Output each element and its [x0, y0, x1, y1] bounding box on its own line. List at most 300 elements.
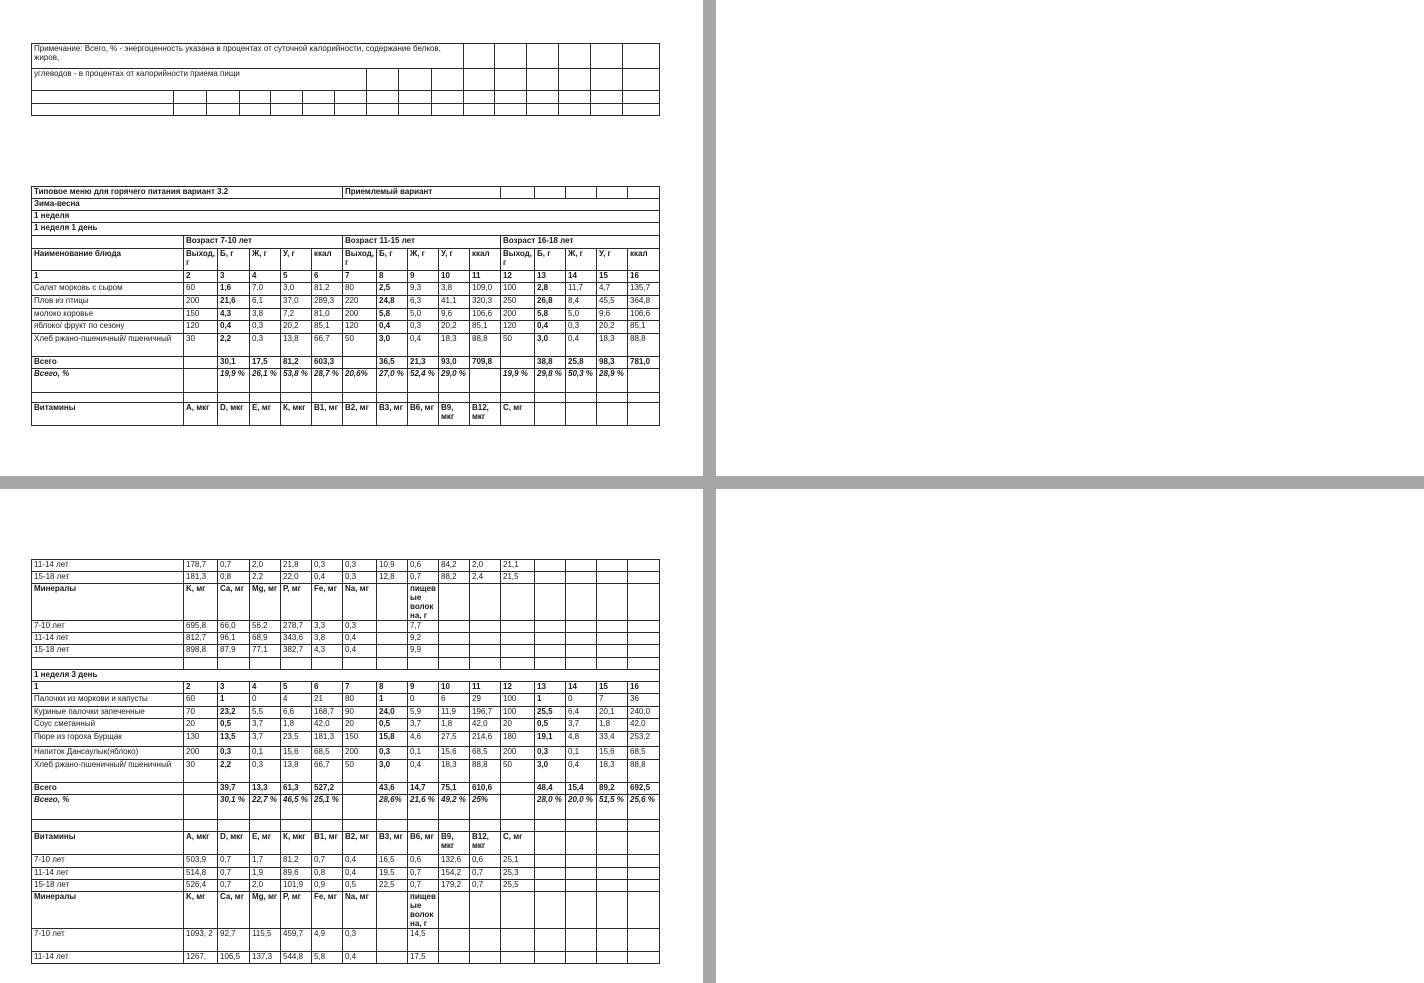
- table-cell: 5: [281, 682, 312, 694]
- table-cell: 0,3: [535, 747, 566, 760]
- table-cell: 37,0: [281, 296, 312, 309]
- table-cell: В2, мг: [343, 403, 377, 426]
- table-row: [32, 334, 660, 357]
- table-row: [32, 855, 660, 868]
- table-cell: 200: [184, 296, 218, 309]
- table-cell: 5,0: [408, 309, 439, 321]
- table-cell: 13: [535, 271, 566, 283]
- table-cell: Витамины: [32, 832, 184, 855]
- table-cell: ккал: [312, 249, 343, 271]
- table-cell: 21,6 %: [408, 795, 439, 820]
- table-cell: 66,7: [312, 760, 343, 783]
- table-cell: K, мг: [184, 892, 218, 929]
- table-cell: 200: [501, 747, 535, 760]
- table-cell: 85,1: [470, 321, 501, 334]
- table-cell: В2, мг: [343, 832, 377, 855]
- table-cell: 50: [501, 760, 535, 783]
- table-cell: 85,1: [628, 321, 660, 334]
- table-cell: В9, мкг: [439, 832, 470, 855]
- table-cell: 544,8: [281, 952, 312, 964]
- table-cell: [535, 855, 566, 868]
- table-cell: 81,2: [281, 357, 312, 369]
- table-cell: [566, 880, 597, 892]
- table-cell: 26,1 %: [250, 369, 281, 393]
- table-cell: 2,2: [218, 334, 250, 357]
- table-cell: [566, 645, 597, 658]
- table-cell: 1,6: [218, 283, 250, 296]
- table-cell: Ж, г: [250, 249, 281, 271]
- table-cell: 20,2: [597, 321, 628, 334]
- table-cell: 15: [597, 682, 628, 694]
- table-cell: 250: [501, 296, 535, 309]
- table-cell: 14: [566, 271, 597, 283]
- table-cell: 0,1: [250, 747, 281, 760]
- table-cell: 0,7: [218, 560, 250, 572]
- table-row: [32, 283, 660, 296]
- table-cell: P, мг: [281, 584, 312, 621]
- table-cell: 18,3: [597, 760, 628, 783]
- table-cell: [535, 572, 566, 584]
- table-cell: 2: [184, 682, 218, 694]
- table-cell: [566, 855, 597, 868]
- table-cell: [439, 929, 470, 952]
- note-line-1: Примечание: Всего, % - энергоценность указана в процентах от суточной калорийности, содержание белков, жиров,: [32, 44, 464, 69]
- table-cell: 1: [218, 694, 250, 707]
- table-row: [32, 572, 660, 584]
- table-cell: [377, 621, 408, 633]
- table-cell: 0,4: [566, 760, 597, 783]
- table-cell: 0,4: [408, 760, 439, 783]
- table-cell: 2,2: [250, 572, 281, 584]
- table-cell: 179,2: [439, 880, 470, 892]
- table-cell: [535, 952, 566, 964]
- table-cell: [470, 584, 501, 621]
- table-cell: 12: [501, 682, 535, 694]
- table-cell: [597, 403, 628, 426]
- table-cell: 25,6 %: [628, 795, 660, 820]
- table-cell: 6: [312, 682, 343, 694]
- table-cell: 28,6%: [377, 795, 408, 820]
- table-cell: [628, 584, 660, 621]
- table-row: [32, 783, 660, 795]
- table-cell: Всего, %: [32, 369, 184, 393]
- day-label: 1 неделя 3 день: [32, 670, 660, 682]
- table-row: [32, 719, 660, 732]
- table-cell: [566, 633, 597, 645]
- table-cell: [566, 892, 597, 929]
- table-cell: 19,9 %: [218, 369, 250, 393]
- table-cell: [439, 621, 470, 633]
- table-cell: 24,8: [377, 296, 408, 309]
- table-cell: 20: [343, 719, 377, 732]
- table-cell: [439, 584, 470, 621]
- table-cell: 106,6: [628, 309, 660, 321]
- table-cell: 15,6: [439, 747, 470, 760]
- day-row: [32, 670, 660, 682]
- table-cell: В9, мкг: [439, 403, 470, 426]
- page-1: [0, 0, 703, 476]
- table-cell: Са, мг: [218, 892, 250, 929]
- table-row: [32, 868, 660, 880]
- table-cell: 30: [184, 334, 218, 357]
- table-cell: 42,0: [628, 719, 660, 732]
- spacer-row: [32, 393, 660, 403]
- table-cell: 6,6: [281, 707, 312, 719]
- table-row: [32, 621, 660, 633]
- table-cell: [566, 584, 597, 621]
- table-cell: 81,0: [312, 309, 343, 321]
- table-cell: 15-18 лет: [32, 572, 184, 584]
- table-cell: Mg, мг: [250, 892, 281, 929]
- table-cell: 0,4: [408, 334, 439, 357]
- table-cell: В1, мг: [312, 403, 343, 426]
- table-cell: [535, 403, 566, 426]
- table-row: [32, 309, 660, 321]
- table-cell: 527,2: [312, 783, 343, 795]
- table-cell: [501, 952, 535, 964]
- table-cell: 9,2: [408, 633, 439, 645]
- table-row: [32, 880, 660, 892]
- table-cell: [597, 880, 628, 892]
- table-cell: [597, 832, 628, 855]
- table-cell: В12, мкг: [470, 832, 501, 855]
- table-cell: К, мкг: [281, 832, 312, 855]
- table-cell: 8: [377, 271, 408, 283]
- table-cell: 0: [566, 694, 597, 707]
- table-cell: 709,8: [470, 357, 501, 369]
- day-row: [32, 223, 660, 236]
- table-cell: 382,7: [281, 645, 312, 658]
- table-cell: 26,8: [535, 296, 566, 309]
- table-cell: 22,5: [377, 880, 408, 892]
- table-cell: [628, 560, 660, 572]
- table-cell: 0,3: [566, 321, 597, 334]
- table-cell: Выход, г: [343, 249, 377, 271]
- table-cell: 30,1 %: [218, 795, 250, 820]
- table-cell: 13: [535, 682, 566, 694]
- table-cell: 33,4: [597, 732, 628, 747]
- table-cell: [628, 369, 660, 393]
- table-cell: В12, мкг: [470, 403, 501, 426]
- table-cell: [377, 952, 408, 964]
- table-cell: 0,3: [250, 760, 281, 783]
- table-cell: 200: [343, 309, 377, 321]
- table-cell: 19,5: [377, 868, 408, 880]
- table-cell: 1,9: [250, 868, 281, 880]
- table-cell: Напиток Дансаулык(яблоко): [32, 747, 184, 760]
- table-cell: 38,8: [535, 357, 566, 369]
- table-cell: [628, 621, 660, 633]
- table-cell: яблоко/ фрукт по сезону: [32, 321, 184, 334]
- table-cell: Ж, г: [408, 249, 439, 271]
- table-cell: 178,7: [184, 560, 218, 572]
- table-cell: 0,4: [343, 645, 377, 658]
- table-cell: 81,2: [281, 855, 312, 868]
- table-cell: 12: [501, 271, 535, 283]
- table-cell: 25,3: [501, 868, 535, 880]
- table-cell: С, мг: [501, 403, 535, 426]
- table-cell: 25,5: [535, 707, 566, 719]
- table-cell: 13,8: [281, 334, 312, 357]
- table-cell: Fe, мг: [312, 584, 343, 621]
- table-cell: 21,8: [281, 560, 312, 572]
- table-cell: 90: [343, 707, 377, 719]
- table-cell: Соус сметанный: [32, 719, 184, 732]
- table-cell: 0,7: [218, 855, 250, 868]
- table-cell: 11-14 лет: [32, 560, 184, 572]
- table-cell: У, г: [439, 249, 470, 271]
- page-3: [0, 489, 703, 983]
- page-4: [716, 489, 1424, 983]
- table-row: [32, 892, 660, 929]
- table-cell: 19,9 %: [501, 369, 535, 393]
- table-cell: 15: [597, 271, 628, 283]
- table-cell: 3,0: [281, 283, 312, 296]
- table-cell: 0,3: [218, 747, 250, 760]
- season-label: Зима-весна: [32, 199, 660, 211]
- table-cell: 0,4: [343, 952, 377, 964]
- table-row: [32, 929, 660, 952]
- season-row: [32, 199, 660, 211]
- table-cell: 2,4: [470, 572, 501, 584]
- table-cell: 9,9: [408, 645, 439, 658]
- table-cell: 1: [377, 694, 408, 707]
- table-cell: В6, мг: [408, 403, 439, 426]
- table-cell: [628, 572, 660, 584]
- table-cell: 150: [184, 309, 218, 321]
- table-cell: 7-10 лет: [32, 621, 184, 633]
- table-cell: 812,7: [184, 633, 218, 645]
- table-cell: 180: [501, 732, 535, 747]
- table-cell: 214,6: [470, 732, 501, 747]
- table-cell: [535, 560, 566, 572]
- table-cell: 20: [184, 719, 218, 732]
- table-cell: В6, мг: [408, 832, 439, 855]
- day-label: 1 неделя 1 день: [32, 223, 660, 236]
- table-cell: [597, 645, 628, 658]
- table-row: [32, 707, 660, 719]
- table-cell: 15-18 лет: [32, 880, 184, 892]
- table-cell: ккал: [470, 249, 501, 271]
- table-cell: 22,7 %: [250, 795, 281, 820]
- table-cell: 36,5: [377, 357, 408, 369]
- table-cell: Ж, г: [566, 249, 597, 271]
- week-label: 1 неделя: [32, 211, 660, 223]
- table-cell: 3: [218, 271, 250, 283]
- table-cell: 0,1: [566, 747, 597, 760]
- table-cell: 45,5: [597, 296, 628, 309]
- table-cell: 0,8: [218, 572, 250, 584]
- table-cell: 0,6: [408, 855, 439, 868]
- table-cell: 5: [281, 271, 312, 283]
- table-cell: 70: [184, 707, 218, 719]
- note-table: [31, 43, 660, 116]
- table-cell: [377, 633, 408, 645]
- table-cell: 52,4 %: [408, 369, 439, 393]
- table-cell: 6,1: [250, 296, 281, 309]
- table-cell: 16: [628, 271, 660, 283]
- table-cell: 132,6: [439, 855, 470, 868]
- table-row: [32, 952, 660, 964]
- table-cell: [501, 645, 535, 658]
- table-cell: 11,9: [439, 707, 470, 719]
- table-cell: [535, 929, 566, 952]
- table-cell: 25%: [470, 795, 501, 820]
- table-cell: ккал: [628, 249, 660, 271]
- table-cell: 3,7: [408, 719, 439, 732]
- table-cell: 11-14 лет: [32, 868, 184, 880]
- table-cell: 93,0: [439, 357, 470, 369]
- table-cell: 0,4: [535, 321, 566, 334]
- table-cell: 130: [184, 732, 218, 747]
- table-cell: 11: [470, 271, 501, 283]
- table-cell: 3,0: [377, 760, 408, 783]
- table-cell: [597, 584, 628, 621]
- table-cell: 100: [501, 694, 535, 707]
- spacer-row: [32, 658, 660, 670]
- table-cell: [501, 929, 535, 952]
- table-cell: [628, 952, 660, 964]
- table-cell: 1: [535, 694, 566, 707]
- table-cell: 15,6: [597, 747, 628, 760]
- table-cell: 15-18 лет: [32, 645, 184, 658]
- table-cell: 30,1: [218, 357, 250, 369]
- table-cell: Выход, г: [184, 249, 218, 271]
- table-cell: 20: [501, 719, 535, 732]
- table-cell: 3,8: [250, 309, 281, 321]
- table-cell: 781,0: [628, 357, 660, 369]
- table-cell: 101,9: [281, 880, 312, 892]
- table-cell: 9,6: [439, 309, 470, 321]
- table-cell: 3: [218, 682, 250, 694]
- table-cell: [597, 633, 628, 645]
- table-cell: [535, 832, 566, 855]
- table-cell: 68,9: [250, 633, 281, 645]
- table-cell: [597, 855, 628, 868]
- table-cell: 75,1: [439, 783, 470, 795]
- table-cell: 0,3: [312, 560, 343, 572]
- table-cell: 4,7: [597, 283, 628, 296]
- table-cell: [377, 645, 408, 658]
- table-cell: [470, 369, 501, 393]
- table-cell: 0,3: [250, 334, 281, 357]
- table-cell: 77,1: [250, 645, 281, 658]
- table-cell: 50,3 %: [566, 369, 597, 393]
- table-cell: 2,0: [470, 560, 501, 572]
- table-cell: 0,3: [250, 321, 281, 334]
- table-cell: 0,4: [218, 321, 250, 334]
- table-cell: 17,5: [250, 357, 281, 369]
- table-cell: 23,5: [281, 732, 312, 747]
- table-cell: [566, 621, 597, 633]
- table-cell: 0,4: [343, 855, 377, 868]
- table-cell: 514,8: [184, 868, 218, 880]
- table-cell: 7,2: [281, 309, 312, 321]
- table-cell: P, мг: [281, 892, 312, 929]
- table-cell: 16,5: [377, 855, 408, 868]
- table-cell: 20,6%: [343, 369, 377, 393]
- table-cell: 11-14 лет: [32, 633, 184, 645]
- table-cell: Витамины: [32, 403, 184, 426]
- table-cell: 154,2: [439, 868, 470, 880]
- table-cell: Е, мг: [250, 832, 281, 855]
- table-cell: 106,6: [470, 309, 501, 321]
- table-cell: 0,5: [535, 719, 566, 732]
- table-cell: Всего, %: [32, 795, 184, 820]
- table-cell: 84,2: [439, 560, 470, 572]
- table-cell: 17,5: [408, 952, 439, 964]
- table-cell: 9,3: [408, 283, 439, 296]
- table-cell: 1: [32, 271, 184, 283]
- table-cell: [535, 633, 566, 645]
- table-cell: 68,5: [312, 747, 343, 760]
- table-cell: 28,9 %: [597, 369, 628, 393]
- table-cell: 89,2: [597, 783, 628, 795]
- table-cell: [628, 633, 660, 645]
- table-cell: 0,4: [343, 633, 377, 645]
- table-cell: [566, 868, 597, 880]
- table-cell: [535, 621, 566, 633]
- table-cell: 14,7: [408, 783, 439, 795]
- table-cell: 5,5: [250, 707, 281, 719]
- table-cell: Куриные палочки запеченные: [32, 707, 184, 719]
- table-cell: Всего: [32, 783, 184, 795]
- table-cell: [597, 572, 628, 584]
- table-cell: [566, 952, 597, 964]
- table-cell: 459,7: [281, 929, 312, 952]
- table-row: [32, 321, 660, 334]
- table-cell: 27,5: [439, 732, 470, 747]
- table-cell: 14,5: [408, 929, 439, 952]
- table-cell: 23,2: [218, 707, 250, 719]
- table-cell: 4: [250, 271, 281, 283]
- table-cell: [343, 357, 377, 369]
- table-cell: 7-10 лет: [32, 855, 184, 868]
- table-cell: 1,8: [281, 719, 312, 732]
- table-row: [32, 732, 660, 747]
- table-cell: [597, 952, 628, 964]
- table-row: [32, 357, 660, 369]
- table-cell: 1,8: [439, 719, 470, 732]
- table-row: [32, 694, 660, 707]
- table-cell: 80: [343, 694, 377, 707]
- table-cell: Са, мг: [218, 584, 250, 621]
- table-cell: 0,7: [218, 868, 250, 880]
- table-cell: 61,3: [281, 783, 312, 795]
- table-cell: 8: [377, 682, 408, 694]
- table-cell: 81,2: [312, 283, 343, 296]
- table-cell: [501, 783, 535, 795]
- table-cell: [377, 929, 408, 952]
- table-row: [32, 560, 660, 572]
- table-cell: 3,3: [312, 621, 343, 633]
- table-cell: [439, 633, 470, 645]
- table-cell: 1: [32, 682, 184, 694]
- table-cell: 0,3: [343, 560, 377, 572]
- table-cell: 25,8: [566, 357, 597, 369]
- table-cell: 181,3: [184, 572, 218, 584]
- table-cell: 29,0 %: [439, 369, 470, 393]
- table-cell: 19,1: [535, 732, 566, 747]
- table-cell: 9,6: [597, 309, 628, 321]
- table-cell: 14: [566, 682, 597, 694]
- table-cell: Б, г: [377, 249, 408, 271]
- table-cell: 120: [184, 321, 218, 334]
- table-cell: [377, 584, 408, 621]
- table-cell: 21,6: [218, 296, 250, 309]
- table-cell: 39,7: [218, 783, 250, 795]
- table-cell: пищевые волокна, г: [408, 892, 439, 929]
